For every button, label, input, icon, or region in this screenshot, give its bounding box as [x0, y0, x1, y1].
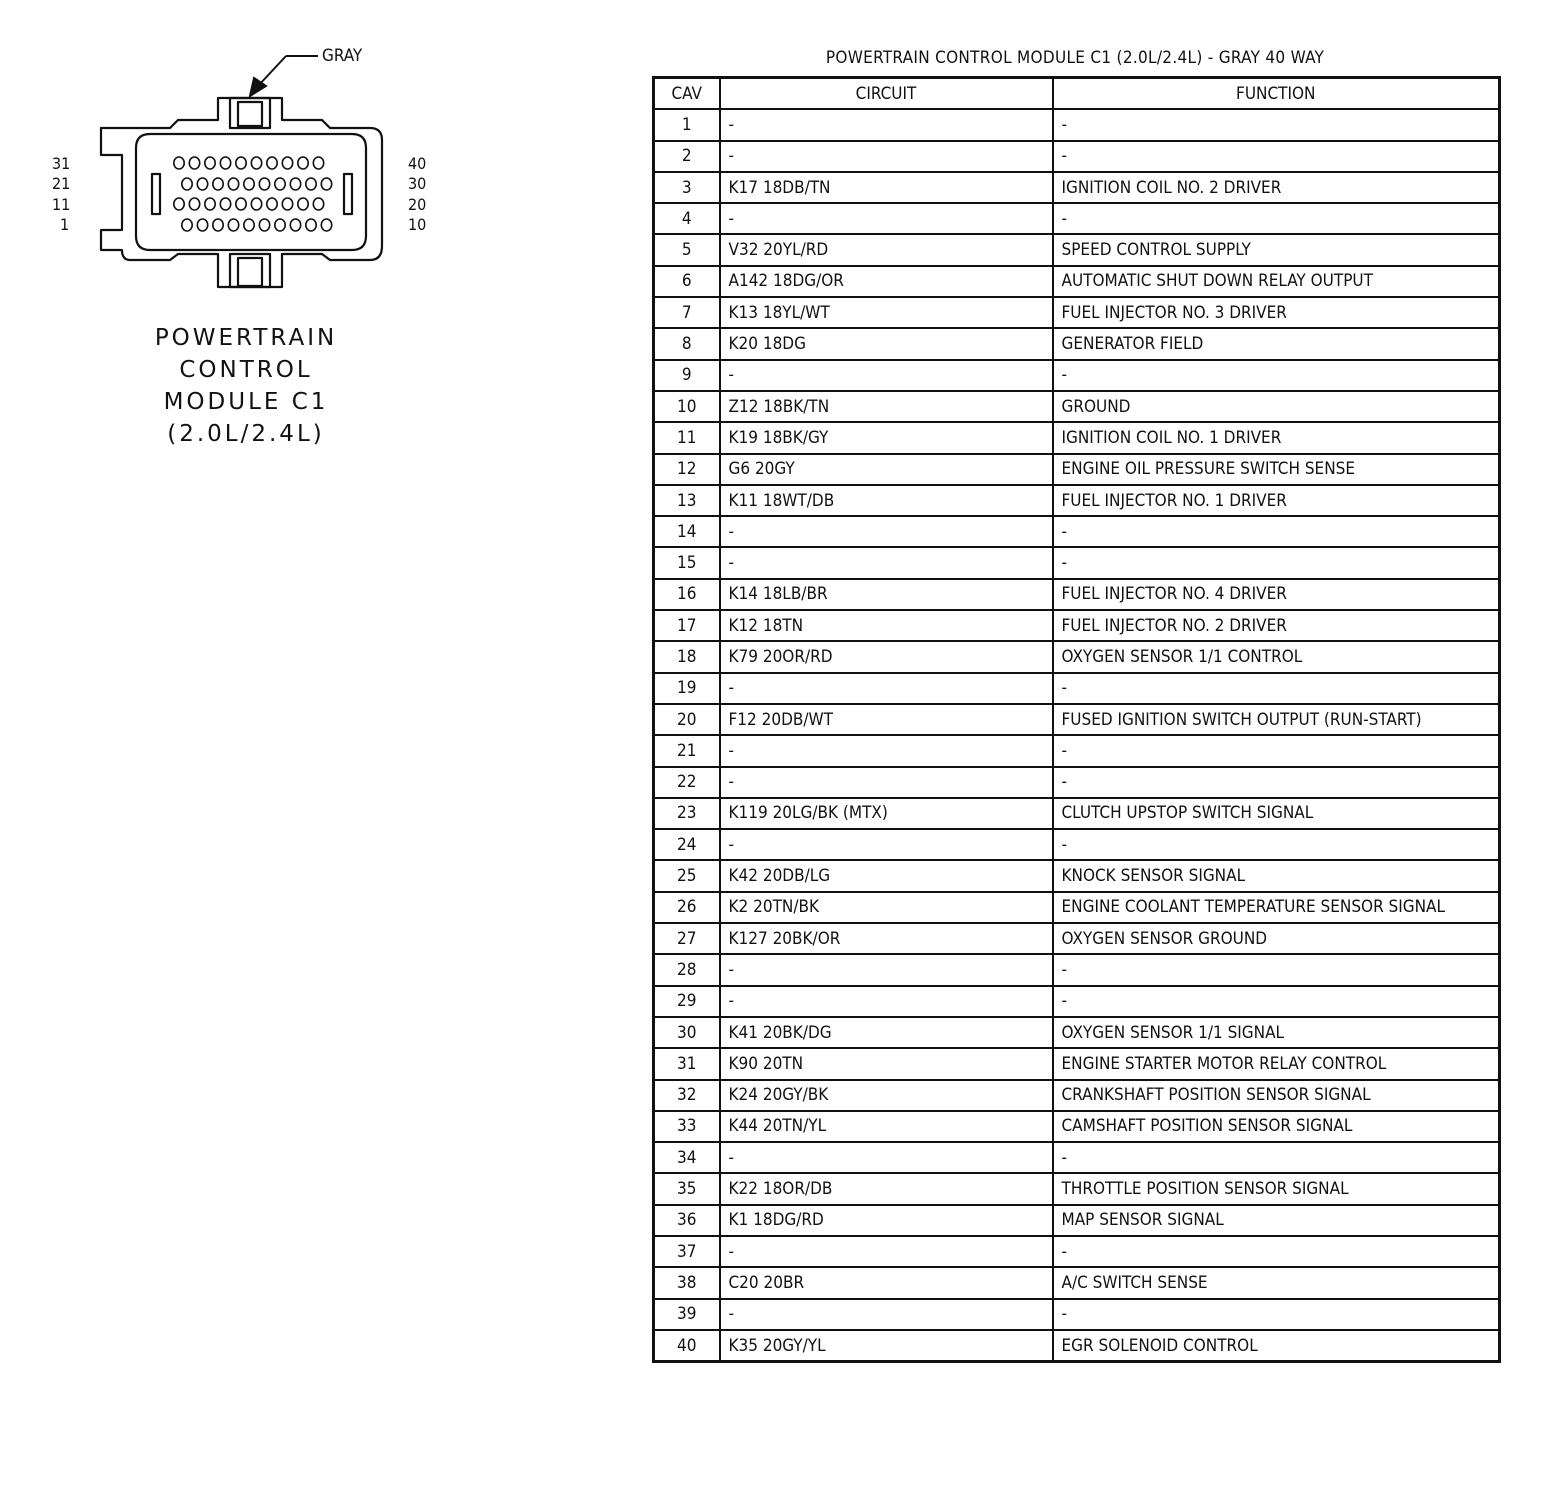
pin-cavity [321, 178, 331, 190]
cell-circuit: K19 18BK/GY [720, 422, 1053, 453]
table-row [654, 1267, 1500, 1298]
cell-circuit: - [720, 735, 1053, 766]
table-row [654, 1173, 1500, 1204]
table-row [654, 454, 1500, 485]
table-row [654, 579, 1500, 610]
cavity-label: 1 [60, 215, 70, 234]
pin-cavity [290, 178, 300, 190]
color-callout: GRAY [322, 46, 363, 66]
cell-function: CRANKSHAFT POSITION SENSOR SIGNAL [1053, 1080, 1500, 1111]
cell-circuit: - [720, 360, 1053, 391]
cell-function: - [1053, 203, 1500, 234]
cell-function: OXYGEN SENSOR GROUND [1053, 923, 1500, 954]
cell-function: FUEL INJECTOR NO. 3 DRIVER [1053, 297, 1500, 328]
pin-cavity [251, 198, 261, 210]
cell-circuit: K127 20BK/OR [720, 923, 1053, 954]
pin-cavity [282, 198, 292, 210]
cell-circuit: K42 20DB/LG [720, 860, 1053, 891]
cell-cav: 8 [654, 328, 720, 359]
cell-cav: 36 [654, 1205, 720, 1236]
cell-function: - [1053, 1299, 1500, 1330]
cell-cav: 19 [654, 673, 720, 704]
cell-function: SPEED CONTROL SUPPLY [1053, 234, 1500, 265]
cell-cav: 22 [654, 767, 720, 798]
cell-cav: 31 [654, 1048, 720, 1079]
table-row [654, 954, 1500, 985]
table-row [654, 1048, 1500, 1079]
pin-cavity [244, 178, 254, 190]
pin-cavity [189, 157, 199, 169]
cell-circuit: K12 18TN [720, 610, 1053, 641]
pin-cavity [182, 219, 192, 231]
table-row [654, 892, 1500, 923]
cell-circuit: K14 18LB/BR [720, 579, 1053, 610]
cell-cav: 11 [654, 422, 720, 453]
cell-function: GROUND [1053, 391, 1500, 422]
caption-line: POWERTRAIN [154, 325, 338, 351]
table-row [654, 422, 1500, 453]
pin-cavity [306, 219, 316, 231]
cell-function: - [1053, 954, 1500, 985]
cell-cav: 18 [654, 641, 720, 672]
table-row [654, 1205, 1500, 1236]
cell-circuit: K24 20GY/BK [720, 1080, 1053, 1111]
table-row [654, 297, 1500, 328]
cell-cav: 35 [654, 1173, 720, 1204]
pin-cavity [267, 198, 277, 210]
cell-cav: 30 [654, 1017, 720, 1048]
pin-cavity [220, 198, 230, 210]
cell-cav: 26 [654, 892, 720, 923]
cell-circuit: - [720, 954, 1053, 985]
cell-function: ENGINE STARTER MOTOR RELAY CONTROL [1053, 1048, 1500, 1079]
pin-cavity [197, 178, 207, 190]
cell-function: IGNITION COIL NO. 2 DRIVER [1053, 172, 1500, 203]
cell-cav: 23 [654, 798, 720, 829]
cell-function: - [1053, 1142, 1500, 1173]
cell-cav: 15 [654, 547, 720, 578]
cell-circuit: - [720, 141, 1053, 172]
pin-cavity [197, 219, 207, 231]
cell-function: MAP SENSOR SIGNAL [1053, 1205, 1500, 1236]
pin-cavity [205, 198, 215, 210]
pin-cavity [244, 219, 254, 231]
connector-diagram [40, 40, 400, 300]
cell-function: FUEL INJECTOR NO. 1 DRIVER [1053, 485, 1500, 516]
cell-cav: 28 [654, 954, 720, 985]
module-caption [130, 322, 362, 450]
pin-cavity [189, 198, 199, 210]
connector-face [136, 134, 366, 250]
cell-cav: 16 [654, 579, 720, 610]
pin-cavity [290, 219, 300, 231]
cell-function: - [1053, 1236, 1500, 1267]
cell-function: EGR SOLENOID CONTROL [1053, 1330, 1500, 1362]
cell-cav: 1 [654, 109, 720, 140]
cell-cav: 14 [654, 516, 720, 547]
cell-cav: 9 [654, 360, 720, 391]
cell-function: - [1053, 516, 1500, 547]
table-row [654, 141, 1500, 172]
cell-circuit: K79 20OR/RD [720, 641, 1053, 672]
cell-cav: 40 [654, 1330, 720, 1362]
cell-circuit: K35 20GY/YL [720, 1330, 1053, 1362]
pin-cavity [259, 219, 269, 231]
cell-circuit: K20 18DG [720, 328, 1053, 359]
cell-cav: 39 [654, 1299, 720, 1330]
cavity-label: 20 [408, 195, 427, 214]
cell-circuit: - [720, 1142, 1053, 1173]
cell-cav: 4 [654, 203, 720, 234]
header-function: FUNCTION [1053, 78, 1500, 110]
pin-cavity [174, 157, 184, 169]
cell-function: GENERATOR FIELD [1053, 328, 1500, 359]
cell-function: OXYGEN SENSOR 1/1 SIGNAL [1053, 1017, 1500, 1048]
cell-circuit: - [720, 203, 1053, 234]
pin-cavity [205, 157, 215, 169]
table-row [654, 1142, 1500, 1173]
cell-function: FUEL INJECTOR NO. 2 DRIVER [1053, 610, 1500, 641]
cell-circuit: K13 18YL/WT [720, 297, 1053, 328]
pin-cavity [298, 157, 308, 169]
table-row [654, 1017, 1500, 1048]
cell-circuit: A142 18DG/OR [720, 266, 1053, 297]
cell-function: A/C SWITCH SENSE [1053, 1267, 1500, 1298]
cavity-label: 21 [52, 174, 71, 193]
pin-cavity [313, 198, 323, 210]
cell-circuit: - [720, 1236, 1053, 1267]
cell-cav: 33 [654, 1111, 720, 1142]
cell-function: - [1053, 829, 1500, 860]
cell-circuit: C20 20BR [720, 1267, 1053, 1298]
table-row [654, 1111, 1500, 1142]
table-row [654, 172, 1500, 203]
cell-function: FUSED IGNITION SWITCH OUTPUT (RUN-START) [1053, 704, 1500, 735]
table-row [654, 610, 1500, 641]
cell-cav: 34 [654, 1142, 720, 1173]
table-row [654, 1080, 1500, 1111]
cell-circuit: Z12 18BK/TN [720, 391, 1053, 422]
cell-function: - [1053, 109, 1500, 140]
cell-circuit: K1 18DG/RD [720, 1205, 1053, 1236]
cell-cav: 27 [654, 923, 720, 954]
cell-circuit: G6 20GY [720, 454, 1053, 485]
cell-cav: 2 [654, 141, 720, 172]
cavity-label: 11 [52, 195, 71, 214]
cell-function: OXYGEN SENSOR 1/1 CONTROL [1053, 641, 1500, 672]
cell-cav: 29 [654, 986, 720, 1017]
table-row [654, 109, 1500, 140]
cell-circuit: K41 20BK/DG [720, 1017, 1053, 1048]
cell-cav: 25 [654, 860, 720, 891]
table-row [654, 798, 1500, 829]
cell-circuit: K90 20TN [720, 1048, 1053, 1079]
table-row [654, 234, 1500, 265]
cell-circuit: K2 20TN/BK [720, 892, 1053, 923]
table-row [654, 360, 1500, 391]
table-title: POWERTRAIN CONTROL MODULE C1 (2.0L/2.4L) - GRAY 40 WAY [825, 48, 1325, 68]
caption-line: MODULE C1 [163, 389, 329, 415]
pin-cavity [251, 157, 261, 169]
cell-function: ENGINE OIL PRESSURE SWITCH SENSE [1053, 454, 1500, 485]
table-row [654, 328, 1500, 359]
cell-circuit: K17 18DB/TN [720, 172, 1053, 203]
cell-circuit: - [720, 516, 1053, 547]
table-row [654, 547, 1500, 578]
cell-circuit: K22 18OR/DB [720, 1173, 1053, 1204]
table-row [654, 516, 1500, 547]
table-header-row [654, 78, 1500, 110]
cell-cav: 24 [654, 829, 720, 860]
cell-circuit: - [720, 1299, 1053, 1330]
caption-line: (2.0L/2.4L) [167, 421, 325, 447]
header-cav: CAV [654, 78, 720, 110]
pin-cavity [182, 178, 192, 190]
table-row [654, 704, 1500, 735]
table-row [654, 266, 1500, 297]
pin-cavity [259, 178, 269, 190]
pin-cavity [236, 157, 246, 169]
cell-cav: 10 [654, 391, 720, 422]
pin-cavity [220, 157, 230, 169]
table-row [654, 923, 1500, 954]
table-row [654, 1299, 1500, 1330]
table-row [654, 485, 1500, 516]
cell-function: ENGINE COOLANT TEMPERATURE SENSOR SIGNAL [1053, 892, 1500, 923]
pin-cavity [298, 198, 308, 210]
pin-cavity [313, 157, 323, 169]
cavity-label: 10 [408, 215, 427, 234]
cell-function: - [1053, 141, 1500, 172]
header-circuit: CIRCUIT [720, 78, 1053, 110]
table-row [654, 829, 1500, 860]
pin-cavity [275, 178, 285, 190]
cell-circuit: - [720, 767, 1053, 798]
pin-cavity [236, 198, 246, 210]
cell-function: THROTTLE POSITION SENSOR SIGNAL [1053, 1173, 1500, 1204]
pin-cavity [174, 198, 184, 210]
cell-cav: 20 [654, 704, 720, 735]
table-row [654, 203, 1500, 234]
cavity-label: 40 [408, 154, 427, 173]
table-row [654, 860, 1500, 891]
cell-circuit: - [720, 109, 1053, 140]
cell-function: FUEL INJECTOR NO. 4 DRIVER [1053, 579, 1500, 610]
table-row [654, 767, 1500, 798]
cell-circuit: - [720, 829, 1053, 860]
cell-circuit: K11 18WT/DB [720, 485, 1053, 516]
pin-cavity [267, 157, 277, 169]
cell-function: - [1053, 767, 1500, 798]
cell-cav: 7 [654, 297, 720, 328]
cavity-label: 31 [52, 154, 71, 173]
pin-cavity [282, 157, 292, 169]
table-row [654, 735, 1500, 766]
cell-circuit: - [720, 986, 1053, 1017]
table-row [654, 391, 1500, 422]
pin-cavity [306, 178, 316, 190]
cell-circuit: F12 20DB/WT [720, 704, 1053, 735]
pinout-table [652, 76, 1501, 1363]
pin-cavity [213, 178, 223, 190]
caption-line: CONTROL [179, 357, 313, 383]
cell-cav: 17 [654, 610, 720, 641]
cell-cav: 12 [654, 454, 720, 485]
cell-cav: 5 [654, 234, 720, 265]
cell-function: IGNITION COIL NO. 1 DRIVER [1053, 422, 1500, 453]
cell-function: - [1053, 735, 1500, 766]
cell-circuit: V32 20YL/RD [720, 234, 1053, 265]
table-row [654, 986, 1500, 1017]
cell-function: - [1053, 547, 1500, 578]
pin-grid [174, 157, 332, 231]
cell-function: - [1053, 986, 1500, 1017]
cell-function: - [1053, 673, 1500, 704]
cell-cav: 21 [654, 735, 720, 766]
cell-circuit: K44 20TN/YL [720, 1111, 1053, 1142]
table-row [654, 673, 1500, 704]
cell-function: - [1053, 360, 1500, 391]
cavity-label: 30 [408, 174, 427, 193]
table-row [654, 1330, 1500, 1362]
cell-function: CAMSHAFT POSITION SENSOR SIGNAL [1053, 1111, 1500, 1142]
table-row [654, 1236, 1500, 1267]
cell-cav: 13 [654, 485, 720, 516]
table-row [654, 641, 1500, 672]
cell-cav: 37 [654, 1236, 720, 1267]
pin-cavity [228, 219, 238, 231]
cell-function: AUTOMATIC SHUT DOWN RELAY OUTPUT [1053, 266, 1500, 297]
cell-cav: 32 [654, 1080, 720, 1111]
pin-cavity [228, 178, 238, 190]
cell-circuit: - [720, 673, 1053, 704]
pin-cavity [321, 219, 331, 231]
cell-cav: 3 [654, 172, 720, 203]
pin-cavity [213, 219, 223, 231]
cell-cav: 6 [654, 266, 720, 297]
cell-circuit: - [720, 547, 1053, 578]
pin-cavity [275, 219, 285, 231]
cell-function: KNOCK SENSOR SIGNAL [1053, 860, 1500, 891]
cell-cav: 38 [654, 1267, 720, 1298]
cell-function: CLUTCH UPSTOP SWITCH SIGNAL [1053, 798, 1500, 829]
cell-circuit: K119 20LG/BK (MTX) [720, 798, 1053, 829]
